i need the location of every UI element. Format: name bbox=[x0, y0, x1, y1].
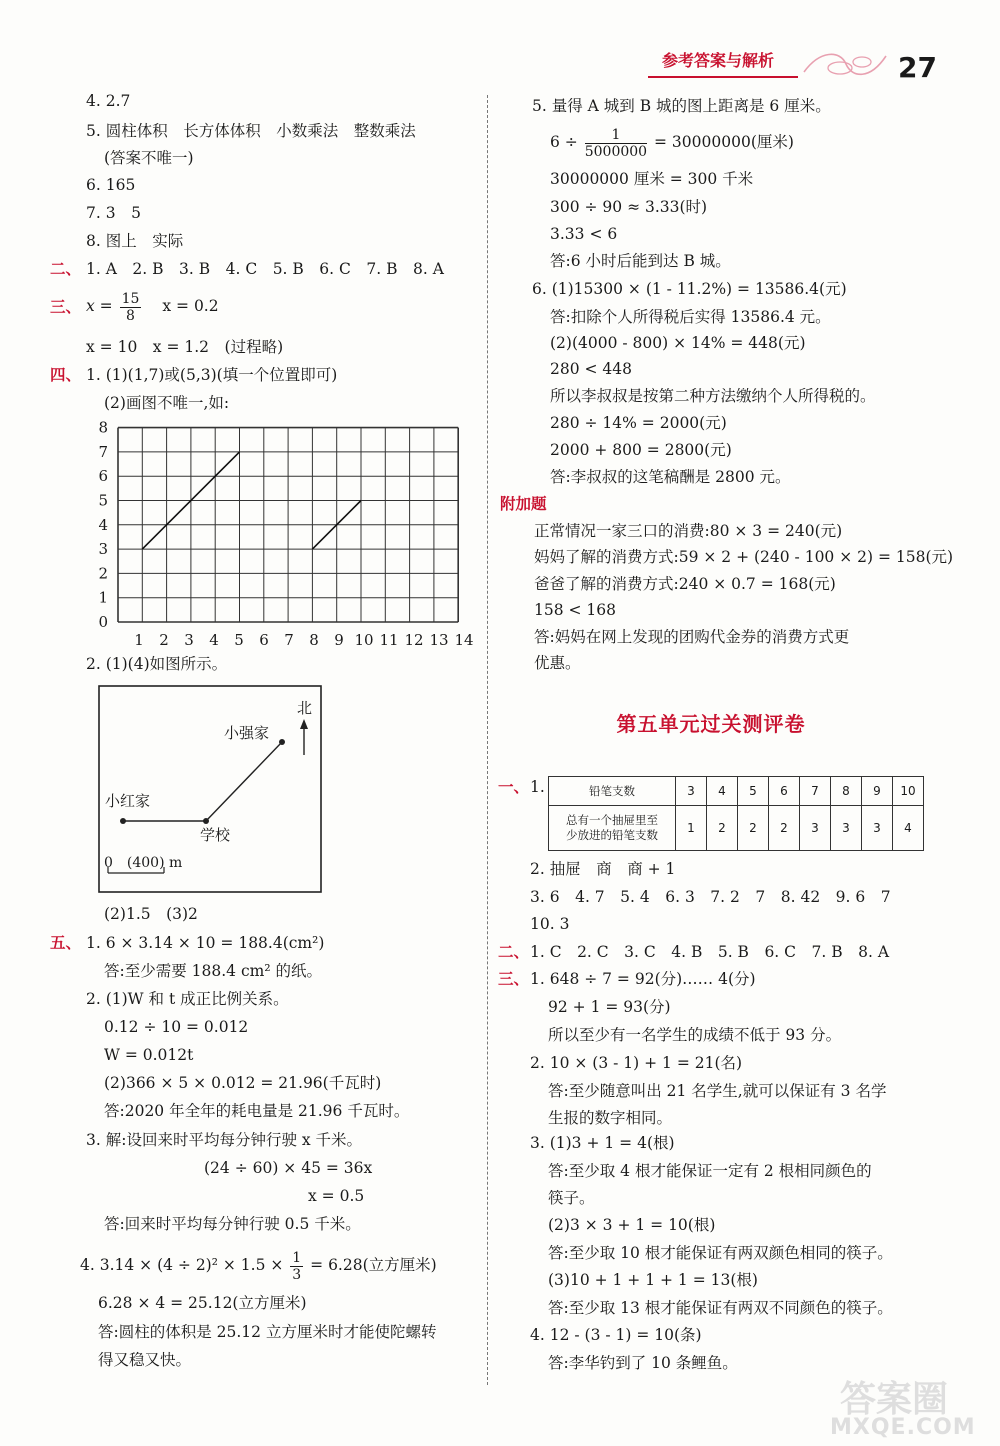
unit-section-3-q3-answer-1: 答:至少取 4 根才能保证一定有 2 根相同颜色的 bbox=[548, 1162, 872, 1180]
grid-x-tick-label: 3 bbox=[184, 631, 194, 649]
grid-x-tick-label: 12 bbox=[404, 631, 424, 649]
unit-section-1-label: 一、 bbox=[498, 777, 530, 796]
grid-y-tick-label: 6 bbox=[98, 467, 108, 486]
unit-section-3-q4-answer: 答:李华钓到了 10 条鲤鱼。 bbox=[548, 1354, 738, 1372]
right-q5-post: = 30000000(厘米) bbox=[654, 133, 794, 151]
grid-x-tick-label: 5 bbox=[234, 631, 244, 649]
section-5-q4b: 6.28 × 4 = 25.12(立方厘米) bbox=[98, 1294, 307, 1312]
table-cell: 3 bbox=[676, 777, 707, 806]
pencil-drawer-table bbox=[548, 776, 924, 851]
table-cell: 1 bbox=[676, 806, 707, 851]
section-title: 参考答案与解析 bbox=[662, 51, 775, 70]
unit-section-1-q2: 2. 抽屉 商 商 + 1 bbox=[530, 860, 676, 878]
map-north-label: 北 bbox=[297, 699, 313, 717]
unit-section-3-q4: 4. 12 - (3 - 1) = 10(条) bbox=[530, 1326, 702, 1344]
table-header-cell bbox=[549, 806, 676, 851]
section-5-q2c: W = 0.012t bbox=[104, 1046, 194, 1064]
table-cell: 7 bbox=[800, 777, 831, 806]
header-rule bbox=[648, 76, 798, 78]
section-4-label: 四、 bbox=[50, 365, 82, 384]
table-row bbox=[549, 777, 924, 806]
section-5-q4-post: = 6.28(立方厘米) bbox=[310, 1256, 437, 1274]
section-4-q2b: (2)1.5 (3)2 bbox=[104, 905, 198, 923]
left-answer-4-2: 4. 2.7 bbox=[86, 92, 131, 110]
section-5-q2-answer: 答:2020 年全年的耗电量是 21.96 千瓦时。 bbox=[104, 1102, 410, 1120]
table-cell: 4 bbox=[707, 777, 738, 806]
unit-section-3-q1-answer: 所以至少有一名学生的成绩不低于 93 分。 bbox=[548, 1026, 842, 1044]
grid-x-tick-label: 6 bbox=[259, 631, 269, 649]
watermark-logo-text: 答案圈 bbox=[840, 1379, 949, 1420]
right-q5e: 3.33 < 6 bbox=[550, 225, 618, 243]
table-cell: 3 bbox=[800, 806, 831, 851]
right-q6c: 280 < 448 bbox=[550, 360, 633, 378]
table-header-line-1: 总有一个抽屉里至 bbox=[566, 813, 658, 827]
decorative-swirl-icon bbox=[800, 46, 890, 82]
unit-section-2-answers: 1. C 2. C 3. C 4. B 5. B 6. C 7. B 8. A bbox=[530, 943, 890, 961]
right-q6f: 2000 + 800 = 2800(元) bbox=[550, 441, 732, 459]
section-5-q2d: (2)366 × 5 × 0.012 = 21.96(千瓦时) bbox=[104, 1074, 382, 1092]
right-q6-answer-2: 答:李叔叔的这笔稿酬是 2800 元。 bbox=[550, 468, 791, 486]
north-arrowhead-icon bbox=[300, 719, 308, 729]
fraction-denominator: 5000000 bbox=[584, 143, 648, 160]
grid-x-tick-label: 10 bbox=[354, 631, 374, 649]
section-3-line1 bbox=[86, 288, 219, 324]
grid-x-tick-label: 9 bbox=[334, 631, 344, 649]
grid-y-tick-label: 1 bbox=[98, 588, 108, 607]
section-3-line2: x = 10 x = 1.2 (过程略) bbox=[86, 338, 284, 356]
section-5-q3-answer: 答:回来时平均每分钟行驶 0.5 千米。 bbox=[104, 1215, 361, 1233]
section-5-q3b: (24 ÷ 60) × 45 = 36x bbox=[204, 1159, 373, 1177]
right-q6: 6. (1)15300 × (1 - 11.2%) = 13586.4(元) bbox=[532, 280, 847, 298]
table-header-line-2: 少放进的铅笔支数 bbox=[566, 828, 658, 842]
table-row bbox=[549, 806, 924, 851]
grid-x-tick-label: 4 bbox=[209, 631, 219, 649]
grid-x-tick-label: 7 bbox=[284, 631, 294, 649]
extra-line-2: 妈妈了解的消费方式:59 × 2 + (240 - 100 × 2) = 158(元) bbox=[534, 548, 954, 566]
right-q5c: 30000000 厘米 = 300 千米 bbox=[550, 170, 754, 188]
grid-y-tick-label: 0 bbox=[98, 613, 108, 631]
grid-x-tick-label: 1 bbox=[134, 631, 144, 649]
section-3-x2: x = 0.2 bbox=[162, 297, 219, 315]
unit-title: 第五单元过关测评卷 bbox=[616, 712, 806, 736]
grid-x-tick-label: 8 bbox=[309, 631, 319, 649]
section-5-q2b: 0.12 ÷ 10 = 0.012 bbox=[104, 1018, 249, 1036]
left-answer-8: 8. 图上 实际 bbox=[86, 232, 184, 250]
section-5-q1: 1. 6 × 3.14 × 10 = 188.4(cm²) bbox=[86, 934, 325, 952]
grid-y-tick-label: 2 bbox=[98, 564, 108, 583]
right-q6d: 所以李叔叔是按第二种方法缴纳个人所得税的。 bbox=[550, 387, 876, 405]
grid-y-tick-label: 8 bbox=[98, 418, 108, 437]
table-cell: 9 bbox=[862, 777, 893, 806]
section-2-label: 二、 bbox=[50, 259, 82, 278]
grid-x-tick-label: 14 bbox=[454, 631, 474, 649]
xiaohong-home-dot bbox=[120, 818, 126, 824]
unit-section-3-q3c: (3)10 + 1 + 1 + 1 = 13(根) bbox=[548, 1271, 758, 1289]
fraction-denominator: 8 bbox=[126, 307, 135, 324]
section-5-q1-answer: 答:至少需要 188.4 cm² 的纸。 bbox=[104, 962, 322, 980]
unit-section-1-q10: 10. 3 bbox=[530, 915, 570, 933]
section-4-q1: 1. (1)(1,7)或(5,3)(填一个位置即可) bbox=[86, 366, 338, 384]
table-cell: 6 bbox=[769, 777, 800, 806]
table-cell: 3 bbox=[831, 806, 862, 851]
unit-section-3-q2-answer-1: 答:至少随意叫出 21 名学生,就可以保证有 3 名学 bbox=[548, 1082, 887, 1100]
unit-section-3-q1: 1. 648 ÷ 7 = 92(分)…… 4(分) bbox=[530, 970, 756, 988]
table-cell: 2 bbox=[707, 806, 738, 851]
section-5-q3: 3. 解:设回来时平均每分钟行驶 x 千米。 bbox=[86, 1131, 363, 1149]
extra-question-label: 附加题 bbox=[500, 494, 547, 513]
section-5-q4-pre: 4. 3.14 × (4 ÷ 2)² × 1.5 × bbox=[80, 1256, 284, 1274]
fraction-numerator: 1 bbox=[585, 127, 647, 144]
table-cell: 2 bbox=[769, 806, 800, 851]
extra-line-4: 158 < 168 bbox=[534, 601, 617, 619]
xiaoqiang-home-dot bbox=[279, 739, 285, 745]
right-q5-answer: 答:6 小时后能到达 B 城。 bbox=[550, 252, 731, 270]
fraction-numerator: 15 bbox=[121, 290, 140, 307]
section-3-label: 三、 bbox=[50, 297, 82, 316]
section-5-q4 bbox=[80, 1247, 437, 1283]
unit-section-3-q1b: 92 + 1 = 93(分) bbox=[548, 998, 671, 1016]
section-5-q3c: x = 0.5 bbox=[308, 1187, 365, 1205]
right-q5: 5. 量得 A 城到 B 城的图上距离是 6 厘米。 bbox=[532, 97, 831, 115]
unit-section-2-label: 二、 bbox=[498, 942, 530, 961]
extra-answer-2: 优惠。 bbox=[534, 654, 581, 672]
unit-section-3-q3-answer-2: 筷子。 bbox=[548, 1189, 595, 1207]
fraction-1-3 bbox=[290, 1250, 303, 1283]
section-4-q2: 2. (1)(4)如图所示。 bbox=[86, 655, 228, 673]
map-xiaohong-label: 小红家 bbox=[105, 792, 151, 810]
unit-section-3-q2-answer-2: 生报的数字相同。 bbox=[548, 1109, 673, 1127]
table-cell: 5 bbox=[738, 777, 769, 806]
right-q5d: 300 ÷ 90 ≈ 3.33(时) bbox=[550, 198, 708, 216]
column-divider bbox=[487, 95, 488, 1385]
unit-section-3-q2: 2. 10 × (3 - 1) + 1 = 21(名) bbox=[530, 1054, 743, 1072]
table-cell: 3 bbox=[862, 806, 893, 851]
unit-section-1-q1: 1. bbox=[530, 778, 545, 796]
right-q6b: (2)(4000 - 800) × 14% = 448(元) bbox=[550, 334, 806, 352]
fraction-1-5000000 bbox=[585, 127, 647, 160]
watermark-url: MXQE.COM bbox=[830, 1415, 976, 1440]
grid-x-tick-label: 13 bbox=[429, 631, 449, 649]
map-school-label: 学校 bbox=[200, 826, 231, 844]
section-2-answers: 1. A 2. B 3. B 4. C 5. B 6. C 7. B 8. A bbox=[86, 260, 444, 278]
coordinate-grid-figure bbox=[90, 418, 480, 650]
fraction-denominator: 3 bbox=[292, 1266, 302, 1283]
section-3-x1: x = bbox=[86, 297, 113, 315]
section-5-q4-answer-2: 得又稳又快。 bbox=[98, 1351, 192, 1369]
extra-line-1: 正常情况一家三口的消费:80 × 3 = 240(元) bbox=[534, 522, 843, 540]
left-answer-6: 6. 165 bbox=[86, 176, 136, 194]
unit-section-3-q3b: (2)3 × 3 + 1 = 10(根) bbox=[548, 1216, 716, 1234]
unit-section-1-q3: 3. 6 4. 7 5. 4 6. 3 7. 2 7 8. 42 9. 6 7 bbox=[530, 888, 891, 906]
grid-y-tick-label: 7 bbox=[98, 442, 108, 461]
grid-x-tick-label: 2 bbox=[159, 631, 169, 649]
extra-line-3: 爸爸了解的消费方式:240 × 0.7 = 168(元) bbox=[534, 575, 836, 593]
grid-y-tick-label: 5 bbox=[98, 491, 108, 510]
left-answer-5-note: (答案不唯一) bbox=[104, 149, 194, 167]
right-q5-formula bbox=[550, 124, 794, 160]
unit-section-3-q3b-answer: 答:至少取 10 根才能保证有两双颜色相同的筷子。 bbox=[548, 1244, 893, 1262]
section-5-q2: 2. (1)W 和 t 成正比例关系。 bbox=[86, 990, 289, 1008]
table-cell: 8 bbox=[831, 777, 862, 806]
fraction-15-8 bbox=[120, 291, 142, 324]
left-answer-5: 5. 圆柱体积 长方体体积 小数乘法 整数乘法 bbox=[86, 122, 416, 140]
section-5-q4-answer-1: 答:圆柱的体积是 25.12 立方厘米时才能使陀螺转 bbox=[98, 1323, 437, 1341]
grid-x-tick-label: 11 bbox=[379, 631, 399, 649]
table-cell: 4 bbox=[893, 806, 924, 851]
section-4-q1b: (2)画图不唯一,如: bbox=[104, 394, 230, 412]
unit-section-3-q3c-answer: 答:至少取 13 根才能保证有两双不同颜色的筷子。 bbox=[548, 1299, 893, 1317]
unit-section-3-q3: 3. (1)3 + 1 = 4(根) bbox=[530, 1134, 675, 1152]
grid-y-tick-label: 4 bbox=[98, 515, 108, 534]
table-cell: 2 bbox=[738, 806, 769, 851]
page-number: 27 bbox=[898, 51, 937, 84]
fraction-numerator: 1 bbox=[292, 1249, 302, 1266]
unit-section-3-label: 三、 bbox=[498, 969, 530, 988]
right-q5-pre: 6 ÷ bbox=[550, 133, 578, 151]
left-answer-7: 7. 3 5 bbox=[86, 204, 141, 222]
map-scale-label: 0 (400) m bbox=[104, 855, 183, 871]
right-q6-answer-1: 答:扣除个人所得税后实得 13586.4 元。 bbox=[550, 308, 831, 326]
extra-answer-1: 答:妈妈在网上发现的团购代金券的消费方式更 bbox=[534, 628, 850, 646]
route-line-school-home bbox=[206, 742, 282, 821]
right-q6e: 280 ÷ 14% = 2000(元) bbox=[550, 414, 727, 432]
table-cell: 10 bbox=[893, 777, 924, 806]
table-header-cell: 铅笔支数 bbox=[549, 777, 676, 806]
section-5-label: 五、 bbox=[50, 933, 82, 952]
grid-y-tick-label: 3 bbox=[98, 540, 108, 559]
map-xiaoqiang-label: 小强家 bbox=[224, 724, 270, 742]
